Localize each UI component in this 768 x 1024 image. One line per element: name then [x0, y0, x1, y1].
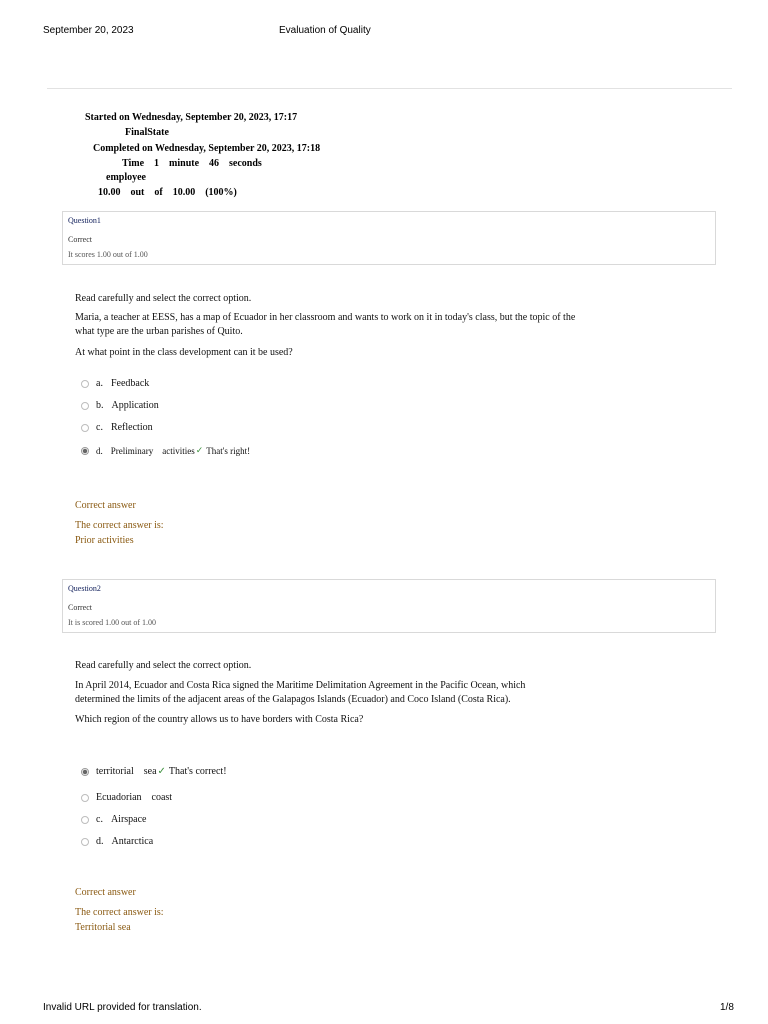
header-date: September 20, 2023 [43, 25, 134, 36]
header-title: Evaluation of Quality [279, 25, 371, 36]
correct-answer: Territorial sea [75, 922, 131, 933]
radio-icon[interactable] [81, 794, 89, 802]
summary-state: FinalState [125, 127, 169, 138]
question-instruction: Read carefully and select the correct option. [75, 293, 252, 304]
option-text: Airspace [110, 814, 147, 825]
question-score: It scores 1.00 out of 1.00 [68, 250, 148, 259]
option-feedback: That's right! [206, 445, 251, 456]
option-text: Preliminary activities [110, 445, 195, 456]
option-letter: a. [96, 378, 103, 389]
radio-icon[interactable] [81, 838, 89, 846]
correct-answer-intro: The correct answer is: [75, 907, 164, 918]
correct-answer-intro: The correct answer is: [75, 520, 164, 531]
option-text: territorial sea [96, 766, 157, 777]
summary-started: Started on Wednesday, September 20, 2023, 17:17 [85, 112, 298, 123]
check-icon: ✓ [195, 445, 204, 455]
divider [47, 88, 732, 89]
radio-icon[interactable] [81, 424, 89, 432]
answer-option[interactable] [81, 792, 172, 803]
summary-grade: 10.00 out of 10.00 (100%) [98, 187, 237, 198]
question-prompt: Which region of the country allows us to have borders with Costa Rica? [75, 714, 364, 725]
summary-role: employee [106, 172, 146, 183]
answer-option-selected[interactable] [81, 445, 250, 456]
question-number: Question1 [68, 216, 101, 225]
result-label: Correct answer [75, 887, 136, 898]
option-text: Reflection [110, 422, 153, 433]
option-text: Antarctica [111, 836, 154, 847]
result-label: Correct answer [75, 500, 136, 511]
answer-option-selected[interactable] [81, 766, 227, 777]
question-text-line: In April 2014, Ecuador and Costa Rica signed the Maritime Delimitation Agreement in the Pacific Ocean, which [75, 680, 526, 691]
answer-option[interactable] [81, 400, 159, 411]
summary-completed: Completed on Wednesday, September 20, 2023, 17:18 [93, 143, 321, 154]
option-letter: c. [96, 814, 103, 825]
question-score: It is scored 1.00 out of 1.00 [68, 618, 156, 627]
question-info-box [62, 579, 716, 633]
answer-option[interactable] [81, 378, 149, 389]
summary-time: Time 1 minute 46 seconds [122, 158, 262, 169]
radio-icon[interactable] [81, 380, 89, 388]
option-letter: d. [96, 836, 104, 847]
correct-answer: Prior activities [75, 535, 134, 546]
question-prompt: At what point in the class development can it be used? [75, 347, 293, 358]
answer-option[interactable] [81, 836, 153, 847]
question-text-line: Maria, a teacher at EESS, has a map of Ecuador in her classroom and wants to work on it in today's class, but the topic of the [75, 312, 576, 323]
question-number: Question2 [68, 584, 101, 593]
question-instruction: Read carefully and select the correct option. [75, 660, 252, 671]
radio-icon[interactable] [81, 402, 89, 410]
question-text-line: what type are the urban parishes of Quito. [75, 326, 243, 337]
question-status: Correct [68, 235, 92, 244]
footer-note: Invalid URL provided for translation. [43, 1002, 202, 1013]
page-number: 1/8 [720, 1002, 734, 1013]
radio-selected-icon[interactable] [81, 768, 89, 776]
check-icon: ✓ [157, 766, 166, 777]
option-letter: c. [96, 422, 103, 433]
answer-option[interactable] [81, 814, 147, 825]
question-text-line: determined the limits of the adjacent areas of the Galapagos Islands (Ecuador) and Coco Island (Costa Rica). [75, 694, 511, 705]
option-letter: b. [96, 400, 104, 411]
answer-option[interactable] [81, 422, 153, 433]
question-status: Correct [68, 603, 92, 612]
radio-selected-icon[interactable] [81, 447, 89, 455]
option-text: Application [111, 400, 159, 411]
option-text: Ecuadorian coast [96, 792, 173, 803]
option-text: Feedback [110, 378, 150, 389]
option-letter: d. [96, 445, 103, 456]
option-feedback: That's correct! [168, 766, 227, 777]
radio-icon[interactable] [81, 816, 89, 824]
question-info-box [62, 211, 716, 265]
